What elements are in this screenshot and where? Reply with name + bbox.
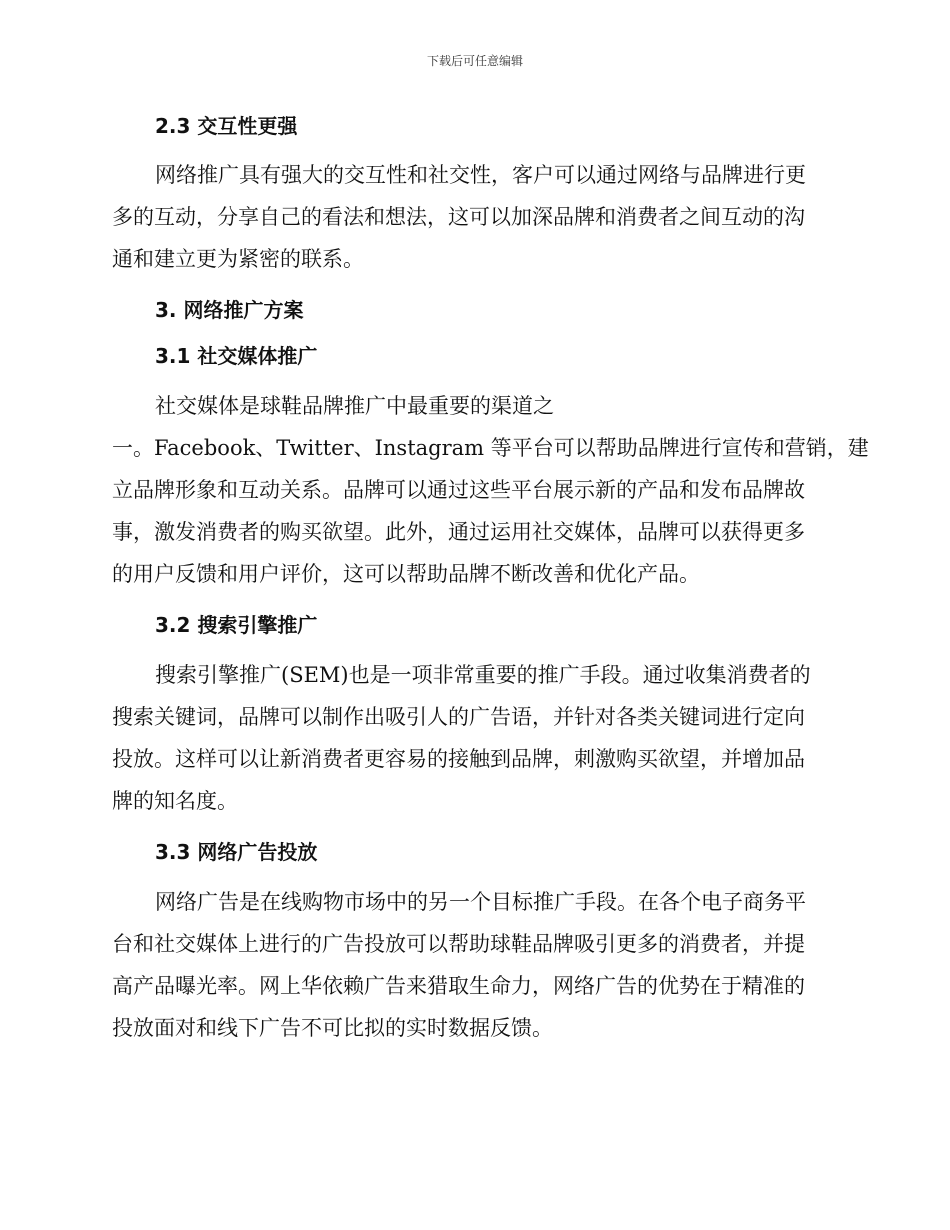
paragraph-3-3 [112,881,834,1049]
paragraph-line: 牌的知名度。 [112,789,238,813]
paragraph-line: 高产品曝光率。网上华依赖广告来猎取生命力，网络广告的优势在于精准的 [112,974,805,998]
paragraph-line: 搜索引擎推广(SEM)也是一项非常重要的推广手段。通过收集消费者的 [155,663,811,687]
paragraph-2-3 [112,154,834,280]
section-heading-3-3: 3.3 网络广告投放 [155,840,318,864]
paragraph-line: 投放面对和线下广告不可比拟的实时数据反馈。 [112,1016,553,1040]
paragraph-line: 网络推广具有强大的交互性和社交性，客户可以通过网络与品牌进行更 [155,163,806,187]
paragraph-line: 一。Facebook、Twitter、Instagram 等平台可以帮助品牌进行宣传和营销，建 [112,436,869,460]
paragraph-line: 台和社交媒体上进行的广告投放可以帮助球鞋品牌吸引更多的消费者，并提 [112,932,805,956]
paragraph-line: 多的互动，分享自己的看法和想法，这可以加深品牌和消费者之间互动的沟 [112,205,805,229]
paragraph-line: 事，激发消费者的购买欲望。此外，通过运用社交媒体，品牌可以获得更多 [112,520,805,544]
paragraph-line: 社交媒体是球鞋品牌推广中最重要的渠道之 [155,394,554,418]
paragraph-line: 通和建立更为紧密的联系。 [112,247,364,271]
paragraph-line: 的用户反馈和用户评价，这可以帮助品牌不断改善和优化产品。 [112,562,700,586]
section-heading-3: 3. 网络推广方案 [155,298,304,322]
section-heading-2-3: 2.3 交互性更强 [155,114,298,138]
paragraph-line: 立品牌形象和互动关系。品牌可以通过这些平台展示新的产品和发布品牌故 [112,478,805,502]
paragraph-line: 网络广告是在线购物市场中的另一个目标推广手段。在各个电子商务平 [155,890,806,914]
paragraph-line: 搜索关键词，品牌可以制作出吸引人的广告语，并针对各类关键词进行定向 [112,705,805,729]
paragraph-3-1 [112,385,869,595]
section-heading-3-1: 3.1 社交媒体推广 [155,344,318,368]
paragraph-line: 投放。这样可以让新消费者更容易的接触到品牌，刺激购买欲望，并增加品 [112,747,805,771]
document-body [112,110,869,1049]
page-header: 下载后可任意编辑 [426,54,523,68]
paragraph-3-2 [112,654,834,822]
section-heading-3-2: 3.2 搜索引擎推广 [155,613,318,637]
